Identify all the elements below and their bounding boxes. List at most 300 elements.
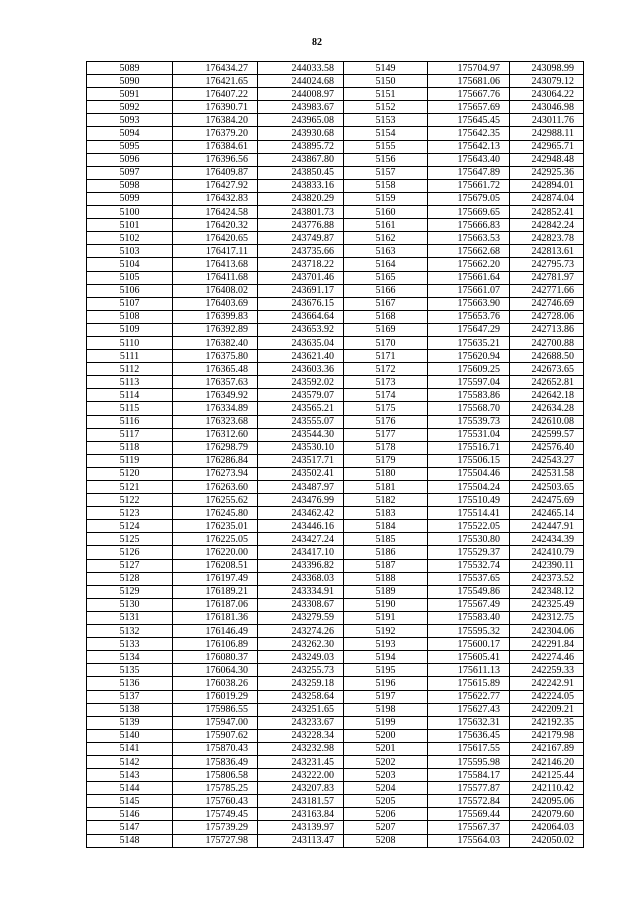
x-coordinate-left: 176146.49: [173, 625, 258, 638]
point-number-left: 5090: [87, 75, 173, 88]
x-coordinate-left: 176220.00: [173, 546, 258, 559]
table-row: [87, 153, 584, 166]
y-coordinate-right: 242475.69: [510, 494, 584, 507]
x-coordinate-right: 175564.03: [428, 834, 510, 847]
point-number-left: 5111: [87, 350, 173, 363]
point-number-left: 5117: [87, 428, 173, 441]
x-coordinate-left: 176064.30: [173, 664, 258, 677]
y-coordinate-left: 244008.97: [258, 88, 344, 101]
table-row: [87, 494, 584, 507]
page-number: 82: [312, 37, 322, 48]
x-coordinate-right: 175615.89: [428, 677, 510, 690]
table-row: [87, 651, 584, 664]
y-coordinate-left: 243983.67: [258, 101, 344, 114]
x-coordinate-left: 176427.92: [173, 179, 258, 192]
x-coordinate-left: 176197.49: [173, 572, 258, 585]
y-coordinate-right: 242610.08: [510, 415, 584, 428]
table-row: [87, 245, 584, 258]
point-number-left: 5129: [87, 585, 173, 598]
point-number-right: 5190: [344, 598, 428, 611]
y-coordinate-left: 243676.15: [258, 297, 344, 310]
table-row: [87, 101, 584, 114]
x-coordinate-right: 175531.04: [428, 428, 510, 441]
table-row: [87, 559, 584, 572]
point-number-left: 5122: [87, 494, 173, 507]
x-coordinate-left: 176434.27: [173, 62, 258, 75]
y-coordinate-left: 243691.17: [258, 284, 344, 297]
point-number-left: 5140: [87, 729, 173, 742]
y-coordinate-right: 242842.24: [510, 219, 584, 232]
x-coordinate-left: 175749.45: [173, 808, 258, 821]
x-coordinate-left: 176408.02: [173, 284, 258, 297]
y-coordinate-left: 243555.07: [258, 415, 344, 428]
y-coordinate-left: 243396.82: [258, 559, 344, 572]
table-row: [87, 271, 584, 284]
table-row: [87, 520, 584, 533]
point-number-left: 5095: [87, 140, 173, 153]
x-coordinate-right: 175704.97: [428, 62, 510, 75]
y-coordinate-right: 242642.18: [510, 389, 584, 402]
x-coordinate-right: 175663.53: [428, 232, 510, 245]
x-coordinate-right: 175620.94: [428, 350, 510, 363]
y-coordinate-left: 243368.03: [258, 572, 344, 585]
point-number-right: 5195: [344, 664, 428, 677]
x-coordinate-right: 175583.40: [428, 611, 510, 624]
y-coordinate-right: 242894.01: [510, 179, 584, 192]
x-coordinate-right: 175636.45: [428, 729, 510, 742]
x-coordinate-left: 176080.37: [173, 651, 258, 664]
x-coordinate-left: 176334.89: [173, 402, 258, 415]
point-number-right: 5149: [344, 62, 428, 75]
point-number-right: 5183: [344, 507, 428, 520]
point-number-left: 5124: [87, 520, 173, 533]
y-coordinate-left: 243833.16: [258, 179, 344, 192]
point-number-left: 5114: [87, 389, 173, 402]
y-coordinate-left: 243653.92: [258, 323, 344, 336]
y-coordinate-left: 243664.64: [258, 310, 344, 323]
y-coordinate-right: 242965.71: [510, 140, 584, 153]
point-number-left: 5092: [87, 101, 173, 114]
x-coordinate-right: 175532.74: [428, 559, 510, 572]
x-coordinate-left: 175947.00: [173, 716, 258, 729]
x-coordinate-left: 176384.61: [173, 140, 258, 153]
x-coordinate-left: 176323.68: [173, 415, 258, 428]
point-number-left: 5102: [87, 232, 173, 245]
x-coordinate-left: 176298.79: [173, 441, 258, 454]
x-coordinate-left: 176349.92: [173, 389, 258, 402]
table-row: [87, 179, 584, 192]
y-coordinate-left: 243251.65: [258, 703, 344, 716]
table-row: [87, 664, 584, 677]
point-number-left: 5106: [87, 284, 173, 297]
table-row: [87, 611, 584, 624]
point-number-left: 5147: [87, 821, 173, 834]
x-coordinate-left: 176189.21: [173, 585, 258, 598]
point-number-right: 5182: [344, 494, 428, 507]
table-row: [87, 755, 584, 768]
point-number-left: 5093: [87, 114, 173, 127]
point-number-left: 5100: [87, 206, 173, 219]
point-number-left: 5116: [87, 415, 173, 428]
point-number-left: 5125: [87, 533, 173, 546]
table-row: [87, 821, 584, 834]
table-row: [87, 310, 584, 323]
y-coordinate-left: 243427.24: [258, 533, 344, 546]
y-coordinate-right: 242988.11: [510, 127, 584, 140]
x-coordinate-right: 175681.06: [428, 75, 510, 88]
y-coordinate-left: 243502.41: [258, 467, 344, 480]
point-number-left: 5127: [87, 559, 173, 572]
y-coordinate-left: 243258.64: [258, 690, 344, 703]
y-coordinate-right: 242410.79: [510, 546, 584, 559]
point-number-left: 5139: [87, 716, 173, 729]
x-coordinate-left: 176413.68: [173, 258, 258, 271]
x-coordinate-right: 175642.35: [428, 127, 510, 140]
point-number-right: 5179: [344, 454, 428, 467]
x-coordinate-left: 176038.26: [173, 677, 258, 690]
y-coordinate-right: 242125.44: [510, 769, 584, 782]
y-coordinate-left: 243517.71: [258, 454, 344, 467]
y-coordinate-right: 242242.91: [510, 677, 584, 690]
table-row: [87, 350, 584, 363]
x-coordinate-right: 175567.37: [428, 821, 510, 834]
y-coordinate-right: 242064.03: [510, 821, 584, 834]
y-coordinate-left: 243820.29: [258, 192, 344, 205]
table-row: [87, 808, 584, 821]
table-row: [87, 834, 584, 847]
point-number-right: 5160: [344, 206, 428, 219]
y-coordinate-right: 242095.06: [510, 795, 584, 808]
y-coordinate-left: 243417.10: [258, 546, 344, 559]
point-number-left: 5148: [87, 834, 173, 847]
y-coordinate-right: 242224.05: [510, 690, 584, 703]
point-number-right: 5172: [344, 363, 428, 376]
x-coordinate-right: 175514.41: [428, 507, 510, 520]
table-row: [87, 415, 584, 428]
point-number-right: 5159: [344, 192, 428, 205]
y-coordinate-left: 243579.07: [258, 389, 344, 402]
x-coordinate-right: 175661.64: [428, 271, 510, 284]
y-coordinate-left: 243749.87: [258, 232, 344, 245]
point-number-right: 5201: [344, 742, 428, 755]
y-coordinate-left: 243592.02: [258, 376, 344, 389]
x-coordinate-right: 175611.13: [428, 664, 510, 677]
x-coordinate-right: 175504.24: [428, 481, 510, 494]
x-coordinate-right: 175539.73: [428, 415, 510, 428]
y-coordinate-left: 243476.99: [258, 494, 344, 507]
table-row: [87, 336, 584, 349]
y-coordinate-right: 242795.73: [510, 258, 584, 271]
x-coordinate-right: 175622.77: [428, 690, 510, 703]
y-coordinate-left: 243139.97: [258, 821, 344, 834]
point-number-right: 5180: [344, 467, 428, 480]
point-number-left: 5104: [87, 258, 173, 271]
point-number-left: 5143: [87, 769, 173, 782]
point-number-right: 5150: [344, 75, 428, 88]
y-coordinate-right: 242274.46: [510, 651, 584, 664]
table-row: [87, 140, 584, 153]
y-coordinate-right: 242925.36: [510, 166, 584, 179]
x-coordinate-right: 175669.65: [428, 206, 510, 219]
point-number-right: 5177: [344, 428, 428, 441]
table-row: [87, 769, 584, 782]
y-coordinate-left: 243249.03: [258, 651, 344, 664]
y-coordinate-left: 243701.46: [258, 271, 344, 284]
x-coordinate-left: 176379.20: [173, 127, 258, 140]
x-coordinate-left: 176019.29: [173, 690, 258, 703]
table-row: [87, 402, 584, 415]
table-row: [87, 192, 584, 205]
y-coordinate-left: 243231.45: [258, 755, 344, 768]
y-coordinate-right: 242771.66: [510, 284, 584, 297]
point-number-right: 5204: [344, 782, 428, 795]
x-coordinate-right: 175605.41: [428, 651, 510, 664]
point-number-left: 5144: [87, 782, 173, 795]
x-coordinate-left: 176411.68: [173, 271, 258, 284]
x-coordinate-right: 175504.46: [428, 467, 510, 480]
table-row: [87, 467, 584, 480]
point-number-right: 5162: [344, 232, 428, 245]
y-coordinate-left: 243446.16: [258, 520, 344, 533]
x-coordinate-left: 176409.87: [173, 166, 258, 179]
point-number-left: 5103: [87, 245, 173, 258]
x-coordinate-right: 175661.07: [428, 284, 510, 297]
x-coordinate-left: 176396.56: [173, 153, 258, 166]
table-row: [87, 206, 584, 219]
table-row: [87, 441, 584, 454]
x-coordinate-left: 176424.58: [173, 206, 258, 219]
point-number-left: 5133: [87, 638, 173, 651]
table-row: [87, 428, 584, 441]
table-row: [87, 585, 584, 598]
point-number-right: 5154: [344, 127, 428, 140]
table-row: [87, 454, 584, 467]
y-coordinate-right: 242543.27: [510, 454, 584, 467]
x-coordinate-left: 176286.84: [173, 454, 258, 467]
point-number-right: 5178: [344, 441, 428, 454]
y-coordinate-right: 243079.12: [510, 75, 584, 88]
x-coordinate-right: 175529.37: [428, 546, 510, 559]
x-coordinate-left: 176187.06: [173, 598, 258, 611]
y-coordinate-left: 243930.68: [258, 127, 344, 140]
point-number-right: 5189: [344, 585, 428, 598]
table-row: [87, 598, 584, 611]
coordinates-table: [86, 61, 584, 848]
x-coordinate-right: 175522.05: [428, 520, 510, 533]
x-coordinate-right: 175661.72: [428, 179, 510, 192]
y-coordinate-left: 243718.22: [258, 258, 344, 271]
point-number-right: 5187: [344, 559, 428, 572]
point-number-right: 5205: [344, 795, 428, 808]
point-number-left: 5135: [87, 664, 173, 677]
y-coordinate-right: 242599.57: [510, 428, 584, 441]
x-coordinate-left: 176208.51: [173, 559, 258, 572]
y-coordinate-right: 242576.40: [510, 441, 584, 454]
point-number-right: 5186: [344, 546, 428, 559]
x-coordinate-right: 175635.21: [428, 336, 510, 349]
x-coordinate-left: 176407.22: [173, 88, 258, 101]
x-coordinate-right: 175662.68: [428, 245, 510, 258]
y-coordinate-left: 243462.42: [258, 507, 344, 520]
point-number-right: 5185: [344, 533, 428, 546]
y-coordinate-right: 243064.22: [510, 88, 584, 101]
y-coordinate-right: 242050.02: [510, 834, 584, 847]
point-number-right: 5155: [344, 140, 428, 153]
table-row: [87, 729, 584, 742]
x-coordinate-right: 175617.55: [428, 742, 510, 755]
point-number-right: 5170: [344, 336, 428, 349]
y-coordinate-right: 243011.76: [510, 114, 584, 127]
x-coordinate-right: 175667.76: [428, 88, 510, 101]
x-coordinate-right: 175600.17: [428, 638, 510, 651]
table-row: [87, 114, 584, 127]
y-coordinate-right: 242673.65: [510, 363, 584, 376]
table-row: [87, 572, 584, 585]
table-row: [87, 625, 584, 638]
table-row: [87, 795, 584, 808]
table-row: [87, 677, 584, 690]
point-number-left: 5128: [87, 572, 173, 585]
point-number-right: 5173: [344, 376, 428, 389]
x-coordinate-left: 176255.62: [173, 494, 258, 507]
table-row: [87, 166, 584, 179]
point-number-right: 5161: [344, 219, 428, 232]
x-coordinate-right: 175663.90: [428, 297, 510, 310]
point-number-right: 5152: [344, 101, 428, 114]
y-coordinate-left: 243965.08: [258, 114, 344, 127]
table-row: [87, 638, 584, 651]
point-number-right: 5163: [344, 245, 428, 258]
y-coordinate-left: 243181.57: [258, 795, 344, 808]
table-row: [87, 284, 584, 297]
x-coordinate-right: 175643.40: [428, 153, 510, 166]
point-number-right: 5169: [344, 323, 428, 336]
point-number-left: 5141: [87, 742, 173, 755]
x-coordinate-right: 175645.45: [428, 114, 510, 127]
y-coordinate-left: 243530.10: [258, 441, 344, 454]
y-coordinate-right: 242688.50: [510, 350, 584, 363]
y-coordinate-left: 243308.67: [258, 598, 344, 611]
point-number-right: 5198: [344, 703, 428, 716]
point-number-left: 5107: [87, 297, 173, 310]
x-coordinate-left: 176403.69: [173, 297, 258, 310]
x-coordinate-right: 175679.05: [428, 192, 510, 205]
y-coordinate-right: 242531.58: [510, 467, 584, 480]
table-row: [87, 232, 584, 245]
x-coordinate-left: 176384.20: [173, 114, 258, 127]
point-number-left: 5089: [87, 62, 173, 75]
point-number-left: 5094: [87, 127, 173, 140]
point-number-right: 5157: [344, 166, 428, 179]
point-number-right: 5200: [344, 729, 428, 742]
point-number-right: 5207: [344, 821, 428, 834]
x-coordinate-right: 175662.20: [428, 258, 510, 271]
x-coordinate-left: 175727.98: [173, 834, 258, 847]
point-number-right: 5191: [344, 611, 428, 624]
x-coordinate-right: 175647.89: [428, 166, 510, 179]
y-coordinate-right: 242728.06: [510, 310, 584, 323]
y-coordinate-left: 243274.26: [258, 625, 344, 638]
point-number-left: 5137: [87, 690, 173, 703]
table-row: [87, 742, 584, 755]
y-coordinate-right: 242781.97: [510, 271, 584, 284]
y-coordinate-right: 242746.69: [510, 297, 584, 310]
x-coordinate-right: 175595.32: [428, 625, 510, 638]
table-row: [87, 546, 584, 559]
x-coordinate-right: 175568.70: [428, 402, 510, 415]
x-coordinate-right: 175510.49: [428, 494, 510, 507]
table-row: [87, 716, 584, 729]
y-coordinate-left: 243279.59: [258, 611, 344, 624]
point-number-right: 5188: [344, 572, 428, 585]
table-row: [87, 363, 584, 376]
y-coordinate-right: 242209.21: [510, 703, 584, 716]
x-coordinate-left: 176375.80: [173, 350, 258, 363]
y-coordinate-right: 242291.84: [510, 638, 584, 651]
point-number-left: 5108: [87, 310, 173, 323]
y-coordinate-right: 242700.88: [510, 336, 584, 349]
y-coordinate-left: 243113.47: [258, 834, 344, 847]
y-coordinate-left: 243850.45: [258, 166, 344, 179]
x-coordinate-right: 175647.29: [428, 323, 510, 336]
point-number-right: 5193: [344, 638, 428, 651]
y-coordinate-left: 243603.36: [258, 363, 344, 376]
point-number-left: 5130: [87, 598, 173, 611]
y-coordinate-right: 242167.89: [510, 742, 584, 755]
point-number-left: 5142: [87, 755, 173, 768]
y-coordinate-left: 243259.18: [258, 677, 344, 690]
point-number-left: 5138: [87, 703, 173, 716]
x-coordinate-right: 175549.86: [428, 585, 510, 598]
x-coordinate-right: 175597.04: [428, 376, 510, 389]
table-row: [87, 88, 584, 101]
point-number-left: 5126: [87, 546, 173, 559]
point-number-right: 5192: [344, 625, 428, 638]
point-number-left: 5132: [87, 625, 173, 638]
table-row: [87, 323, 584, 336]
y-coordinate-right: 242652.81: [510, 376, 584, 389]
point-number-left: 5121: [87, 481, 173, 494]
point-number-left: 5118: [87, 441, 173, 454]
y-coordinate-left: 244033.58: [258, 62, 344, 75]
table-row: [87, 376, 584, 389]
y-coordinate-right: 242259.33: [510, 664, 584, 677]
x-coordinate-left: 176390.71: [173, 101, 258, 114]
table-row: [87, 533, 584, 546]
point-number-right: 5171: [344, 350, 428, 363]
point-number-left: 5115: [87, 402, 173, 415]
x-coordinate-left: 175836.49: [173, 755, 258, 768]
table-row: [87, 297, 584, 310]
y-coordinate-left: 243334.91: [258, 585, 344, 598]
x-coordinate-left: 175785.25: [173, 782, 258, 795]
y-coordinate-left: 243544.30: [258, 428, 344, 441]
point-number-right: 5196: [344, 677, 428, 690]
x-coordinate-left: 175870.43: [173, 742, 258, 755]
x-coordinate-right: 175584.17: [428, 769, 510, 782]
x-coordinate-left: 176181.36: [173, 611, 258, 624]
x-coordinate-left: 175986.55: [173, 703, 258, 716]
y-coordinate-right: 242110.42: [510, 782, 584, 795]
y-coordinate-right: 242948.48: [510, 153, 584, 166]
y-coordinate-right: 242874.04: [510, 192, 584, 205]
x-coordinate-right: 175653.76: [428, 310, 510, 323]
y-coordinate-left: 243565.21: [258, 402, 344, 415]
x-coordinate-left: 176432.83: [173, 192, 258, 205]
point-number-left: 5098: [87, 179, 173, 192]
x-coordinate-right: 175506.15: [428, 454, 510, 467]
x-coordinate-left: 175806.58: [173, 769, 258, 782]
